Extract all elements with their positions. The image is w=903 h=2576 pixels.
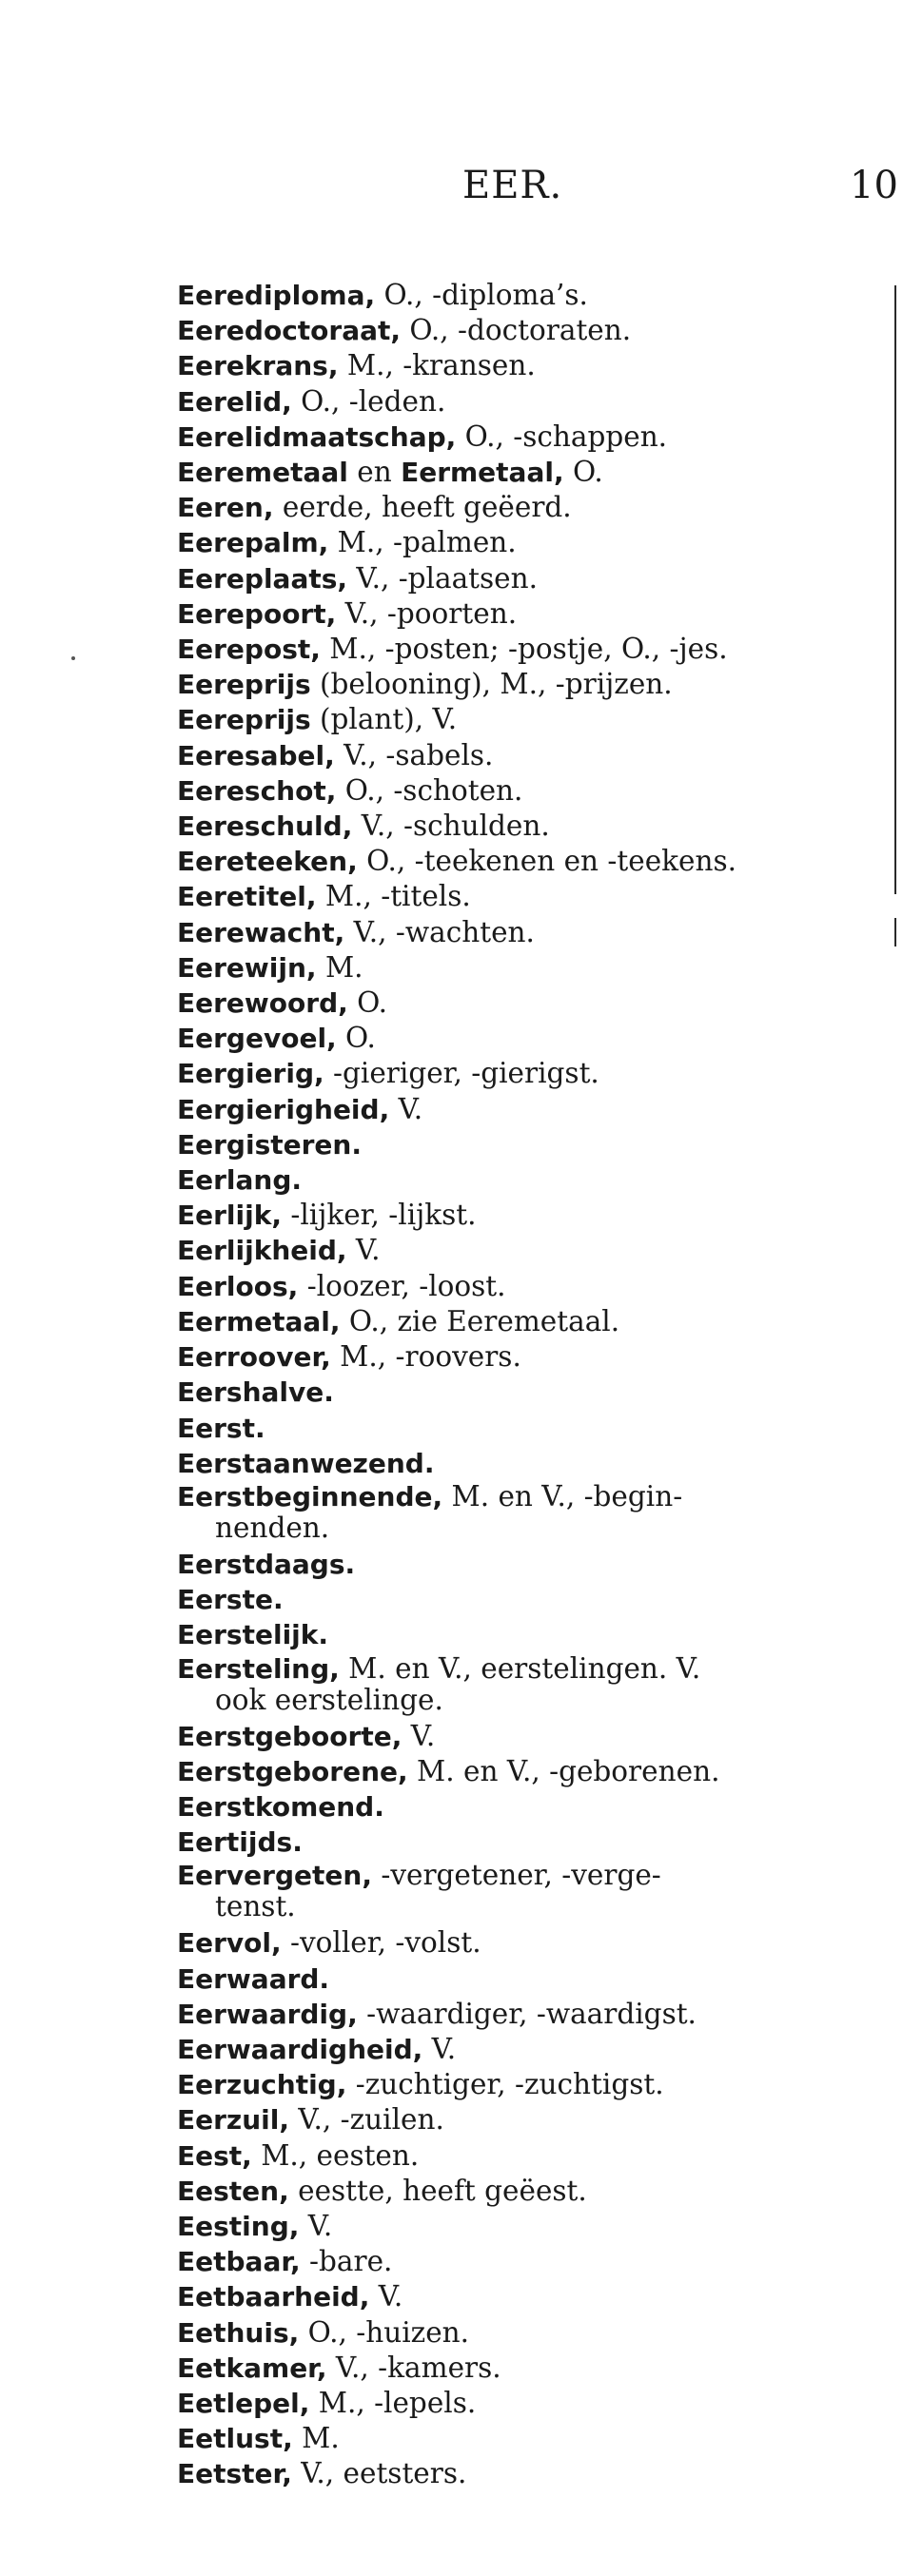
dictionary-entry (177, 2067, 881, 2102)
dictionary-entry (177, 2032, 881, 2067)
dictionary-entry (177, 1092, 881, 1127)
page-title: EER. (462, 164, 563, 207)
dictionary-entry (177, 490, 881, 525)
entry-continuation: ook eerstelinge. (215, 1683, 443, 1716)
margin-rule (894, 918, 896, 946)
dictionary-entry (177, 1233, 881, 1268)
headword: Eertijds. (177, 1826, 303, 1859)
headword: Eerstkomend. (177, 1790, 384, 1823)
dictionary-entry (177, 278, 881, 313)
dictionary-entry (177, 2315, 881, 2351)
headword: Eeretitel, (177, 881, 317, 913)
headword: Eerwaardig, (177, 1998, 358, 2030)
entry-definition: V. (299, 2209, 333, 2242)
dictionary-entry (177, 1825, 881, 1860)
headword: Eeredoctoraat, (177, 315, 402, 347)
headword: Eereprijs (177, 669, 311, 701)
dictionary-entry (177, 1582, 881, 1617)
dictionary-entry (177, 1481, 881, 1544)
entry-definition: -zuchtiger, -zuchtigst. (346, 2068, 664, 2101)
entry-definition: V., eetsters. (291, 2457, 467, 2490)
dictionary-entry (177, 313, 881, 348)
entry-definition: eerde, heeft geëerd. (273, 491, 572, 524)
headword: Eerstelijk. (177, 1619, 329, 1651)
dictionary-entry (177, 525, 881, 560)
dictionary-entry (177, 1997, 881, 2032)
dictionary-entry (177, 986, 881, 1021)
headword: Eermetaal, (401, 457, 564, 489)
entry-definition: -loozer, -loost. (298, 1269, 506, 1302)
headword: Eesting, (177, 2210, 300, 2242)
dictionary-entry (177, 1446, 881, 1481)
headword: Eerloos, (177, 1270, 299, 1302)
entry-definition: eestte, heeft geëest. (288, 2174, 587, 2207)
entry-definition: V. (422, 2032, 457, 2065)
headword: Eerlijkheid, (177, 1235, 347, 1267)
dictionary-entry (177, 1375, 881, 1410)
dictionary-entry (177, 667, 881, 702)
headword: Eetbaar, (177, 2246, 301, 2278)
dictionary-entry (177, 738, 881, 773)
dictionary-entry (177, 1925, 881, 1961)
dictionary-entry (177, 1162, 881, 1198)
entry-definition: V., -zuilen. (289, 2103, 444, 2137)
entry-definition: V. (346, 1234, 381, 1267)
dictionary-entry (177, 1617, 881, 1652)
dictionary-entry (177, 455, 881, 490)
entry-definition: M., -kransen. (338, 349, 536, 382)
headword: Eergevoel, (177, 1023, 337, 1055)
dictionary-entry (177, 1754, 881, 1789)
entry-definition: O. (347, 986, 387, 1020)
entry-definition: M. en V., -geborenen. (407, 1754, 720, 1787)
headword: Eereteeken, (177, 846, 358, 878)
headword: Eerediploma, (177, 280, 376, 311)
dictionary-entry (177, 2421, 881, 2456)
dictionary-entry (177, 1127, 881, 1162)
entry-definition: V., -schulden. (352, 810, 550, 843)
dictionary-entry (177, 1339, 881, 1375)
headword: Eerstbeginnende, (177, 1480, 443, 1512)
headword: Eerste. (177, 1584, 284, 1616)
headword: Eerstgeboorte, (177, 1720, 402, 1752)
margin-rule (894, 285, 896, 894)
dictionary-entry (177, 2279, 881, 2314)
entry-continuation: tenst. (215, 1890, 296, 1923)
headword: Eerepalm, (177, 527, 329, 559)
dictionary-entry (177, 1789, 881, 1825)
headword: Eermetaal, (177, 1305, 341, 1337)
entry-definition: -vergetener, -verge- (371, 1859, 661, 1892)
entry-definition: O. (563, 456, 603, 489)
headword: Eetlust, (177, 2423, 293, 2455)
headword: Eerewacht, (177, 916, 345, 948)
dictionary-entry (177, 1056, 881, 1091)
entry-definition: -waardiger, -waardigst. (357, 1997, 697, 2030)
dictionary-entry (177, 384, 881, 420)
dictionary-entry (177, 1304, 881, 1339)
headword: Eervol, (177, 1927, 282, 1960)
entry-definition: O., -diploma’s. (375, 279, 588, 311)
headword: Eetkamer, (177, 2352, 327, 2384)
headword: Eereplaats, (177, 562, 348, 595)
headword: Eereschuld, (177, 810, 353, 843)
dictionary-entry (177, 1653, 881, 1716)
headword: Eergisteren. (177, 1128, 362, 1161)
dictionary-entry (177, 773, 881, 809)
dictionary-entry (177, 1021, 881, 1056)
headword: Eerwaard. (177, 1962, 330, 1995)
dictionary-entry (177, 420, 881, 455)
entry-definition: M. en V., -begin- (442, 1479, 683, 1512)
entry-definition: M. en V., eerstelingen. V. (339, 1651, 701, 1685)
dictionary-entry (177, 561, 881, 596)
dictionary-entry (177, 1719, 881, 1754)
headword: Eetlepel, (177, 2387, 310, 2419)
headword: Eerroover, (177, 1341, 331, 1374)
dictionary-entry (177, 1411, 881, 1446)
dictionary-entry (177, 2102, 881, 2137)
dictionary-entry (177, 348, 881, 383)
entry-definition: O., -schoten. (336, 773, 523, 807)
dictionary-entry (177, 809, 881, 844)
entry-definition: V., -kamers. (326, 2351, 501, 2384)
page-speck (71, 656, 75, 660)
headword: Eerst. (177, 1412, 265, 1444)
entry-definition: M. (292, 2422, 340, 2455)
headword: Eerwaardigheid, (177, 2033, 423, 2065)
headword: Eereprijs (177, 704, 311, 736)
dictionary-entry (177, 1547, 881, 1582)
headword: Eerepost, (177, 634, 321, 666)
entry-definition: (plant), V. (310, 703, 458, 736)
headword: Eerlang. (177, 1164, 303, 1197)
entry-definition: V. (389, 1092, 423, 1125)
headword: Eerzuil, (177, 2104, 289, 2137)
entry-definition: O. (336, 1022, 376, 1055)
entry-definition: M., -posten; -postje, O., -jes. (320, 633, 728, 666)
entry-definition: V. (369, 2280, 403, 2313)
page-number: 10 (850, 164, 898, 207)
entry-definition: O., -leden. (291, 384, 446, 418)
entry-definition: M., -lepels. (309, 2386, 477, 2419)
entry-definition: O., -schappen. (456, 420, 668, 453)
dictionary-entry (177, 2209, 881, 2244)
headword: Eerelid, (177, 385, 292, 418)
dictionary-entry (177, 1269, 881, 1304)
headword: Eeresabel, (177, 739, 335, 771)
dictionary-entry (177, 1961, 881, 1997)
entry-definition: M., eesten. (251, 2138, 420, 2172)
dictionary-entry (177, 2174, 881, 2209)
entry-continuation: nenden. (215, 1511, 330, 1544)
headword: Eergierig, (177, 1058, 324, 1090)
headword: Eerzuchtig, (177, 2069, 347, 2101)
dictionary-entry (177, 596, 881, 632)
headword: Eerepoort, (177, 597, 337, 630)
headword: Eervergeten, (177, 1860, 372, 1892)
entry-definition: M., -roovers. (330, 1340, 521, 1374)
entry-definition: -bare. (300, 2245, 393, 2278)
headword: Eest, (177, 2139, 252, 2172)
headword: Eerstgeborene, (177, 1755, 408, 1787)
dictionary-entry (177, 2456, 881, 2491)
entry-definition: M. (316, 950, 363, 984)
headword: Eerlijk, (177, 1200, 282, 1232)
headword: Eerewijn, (177, 951, 317, 984)
entry-definition: O., -huizen. (299, 2315, 470, 2349)
entry-definition: M., -titels. (316, 880, 471, 913)
dictionary-entry (177, 1860, 881, 1922)
entry-definition: V., -poorten. (336, 596, 518, 630)
headword: Eerelidmaatschap, (177, 420, 457, 453)
dictionary-entry (177, 2351, 881, 2386)
dictionary-entry (177, 2244, 881, 2279)
headword: Eetbaarheid, (177, 2281, 370, 2313)
headword: Eerstaanwezend. (177, 1447, 435, 1479)
dictionary-entry (177, 2386, 881, 2421)
dictionary-entry (177, 702, 881, 737)
entry-definition: -voller, -volst. (281, 1926, 481, 1960)
entry-definition: V., -plaatsen. (347, 561, 538, 595)
entry-definition: M., -palmen. (328, 526, 517, 559)
entry-definition: V., -wachten. (344, 915, 535, 948)
dictionary-entry (177, 844, 881, 879)
entry-definition: V., -sabels. (334, 738, 494, 771)
entry-definition: O., -doctoraten. (401, 314, 632, 347)
headword: Eerstdaags. (177, 1548, 356, 1580)
dictionary-entry (177, 950, 881, 986)
headword: Eethuis, (177, 2316, 300, 2349)
entry-definition: O., zie Eeremetaal. (340, 1304, 620, 1337)
headword: Eetster, (177, 2458, 292, 2490)
headword: Eerekrans, (177, 350, 339, 382)
headword: Eeren, (177, 492, 274, 524)
headword: Eersteling, (177, 1652, 340, 1685)
headword: Eeremetaal (177, 457, 348, 489)
dictionary-entry (177, 2138, 881, 2174)
dictionary-entry (177, 1198, 881, 1233)
headword: Eesten, (177, 2175, 289, 2207)
dictionary-entry (177, 879, 881, 914)
entry-definition: (belooning), M., -prijzen. (310, 668, 673, 701)
headword: Eergierigheid, (177, 1093, 390, 1125)
entry-definition: O., -teekenen en -teekens. (357, 845, 737, 878)
entry-definition: -lijker, -lijkst. (281, 1199, 477, 1232)
headword: Eerewoord, (177, 987, 348, 1020)
dictionary-entry (177, 632, 881, 667)
headword: Eershalve. (177, 1376, 334, 1409)
dictionary-entry (177, 915, 881, 950)
dictionary-entry-list (177, 278, 881, 2492)
entry-definition: V. (402, 1719, 436, 1752)
entry-definition: -gieriger, -gierigst. (324, 1057, 599, 1090)
headword: Eereschot, (177, 774, 337, 807)
entry-definition: en (347, 456, 402, 489)
